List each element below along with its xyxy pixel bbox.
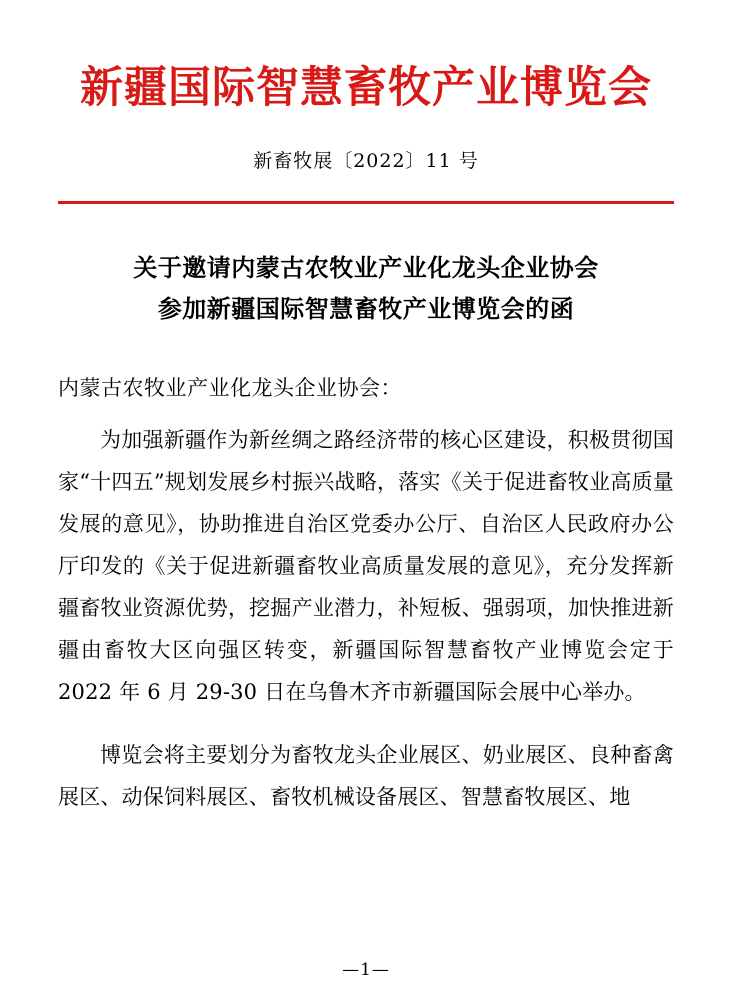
salutation: 内蒙古农牧业产业化龙头企业协会： <box>58 376 402 401</box>
letterhead-title: 新疆国际智慧畜牧产业博览会 <box>80 63 652 113</box>
body-paragraph-2: 博览会将主要划分为畜牧龙头企业展区、奶业展区、良种畜禽展区、动保饲料展区、畜牧机械设备展区、智慧畜牧展区、地 <box>58 743 674 810</box>
body-paragraph-1: 为加强新疆作为新丝绸之路经济带的核心区建设，积极贯彻国家“十四五”规划发展乡村振兴战略，落实《关于促进畜牧业高质量发展的意见》，协助推进自治区党委办公厅、自治区人民政府办公厅印发的《关于促进新疆畜牧业高质量发展的意见》，充分发挥新疆畜牧业资源优势，挖掘产业潜力，补短板、强弱项，加快推进新疆由畜牧大区向强区转变，新疆国际智慧畜牧产业博览会定于 2022 年 6 月 29-30 日在乌鲁木齐市新疆国际会展中心举办。 <box>58 428 674 705</box>
page-number: —1— <box>342 960 390 980</box>
document-title-line-2: 参加新疆国际智慧畜牧产业博览会的函 <box>157 293 575 323</box>
document-number: 新畜牧展〔2022〕11 号 <box>253 149 479 172</box>
document-title <box>58 248 674 330</box>
document-title-line-1: 关于邀请内蒙古农牧业产业化龙头企业协会 <box>133 252 599 282</box>
document-page <box>0 62 732 1002</box>
letterhead-red-rule <box>58 201 674 204</box>
